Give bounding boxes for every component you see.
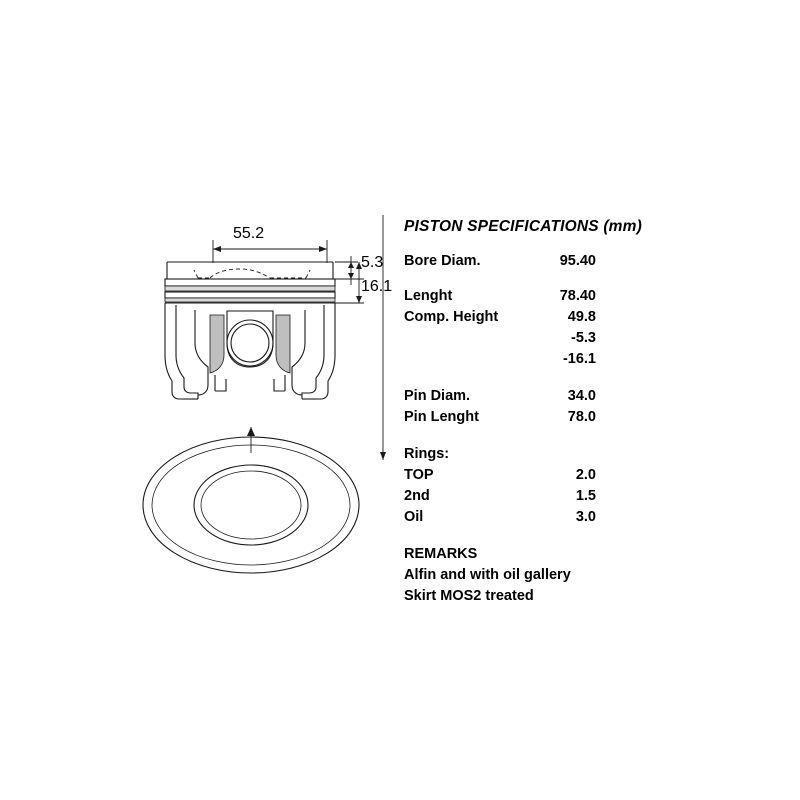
spec-row-pin-diam (404, 388, 734, 409)
spec-value: 1.5 (575, 488, 596, 504)
piston-top-view (143, 427, 359, 573)
spec-value: -16.1 (562, 351, 596, 367)
piston-drawing (120, 215, 393, 615)
piston-crown (165, 262, 335, 303)
dimension-width (213, 240, 327, 263)
spec-label: 2nd (404, 488, 430, 504)
spec-value: 78.0 (567, 409, 596, 425)
remarks-title-label: REMARKS (404, 546, 478, 562)
specifications-title: PISTON SPECIFICATIONS (mm) (404, 218, 643, 235)
spec-value: -5.3 (571, 330, 596, 346)
spec-row-ring-oil (404, 509, 734, 530)
spec-row-ring-top (404, 467, 734, 488)
dimension-total-length (380, 215, 386, 460)
spec-label: Pin Lenght (404, 409, 479, 425)
spec-label: Lenght (404, 288, 453, 304)
spec-row-comp-height-minus-5-3 (404, 330, 734, 351)
spec-row-comp-height (404, 309, 734, 330)
remarks-line-1 (404, 567, 734, 588)
piston-body-section (165, 303, 335, 399)
remarks-title (404, 546, 734, 567)
spec-value: 34.0 (567, 388, 596, 404)
spec-label: Rings: (404, 446, 450, 462)
piston-drawing-svg (120, 215, 393, 615)
spec-value: 95.40 (559, 253, 596, 269)
spec-row-comp-height-minus-16-1 (404, 351, 734, 372)
spec-label: Bore Diam. (404, 253, 481, 269)
spec-value: 78.40 (559, 288, 596, 304)
dimension-land-height-label: 5.3 (361, 254, 384, 271)
pin-bore-inner (231, 324, 269, 362)
pin-bore-outer (227, 320, 273, 366)
piston-specifications (404, 218, 734, 609)
remarks-text: Skirt MOS2 treated (404, 588, 534, 604)
spec-row-lenght (404, 288, 734, 309)
spec-label: TOP (404, 467, 434, 483)
spec-value: 3.0 (575, 509, 596, 525)
spec-label: Oil (404, 509, 424, 525)
remarks-line-2 (404, 588, 734, 609)
dimension-width-label: 55.2 (233, 225, 265, 242)
dimension-total-height-label: 16.1 (361, 278, 393, 295)
spec-row-ring-2nd (404, 488, 734, 509)
remarks-text: Alfin and with oil gallery (404, 567, 571, 583)
spec-value: 2.0 (575, 467, 596, 483)
spec-row-rings-header (404, 446, 734, 467)
dimension-heights (335, 256, 364, 303)
spec-label: Pin Diam. (404, 388, 471, 404)
spec-value: 49.8 (567, 309, 596, 325)
spec-row-bore-diam (404, 253, 734, 274)
spec-label: Comp. Height (404, 309, 499, 325)
spec-row-pin-lenght (404, 409, 734, 430)
